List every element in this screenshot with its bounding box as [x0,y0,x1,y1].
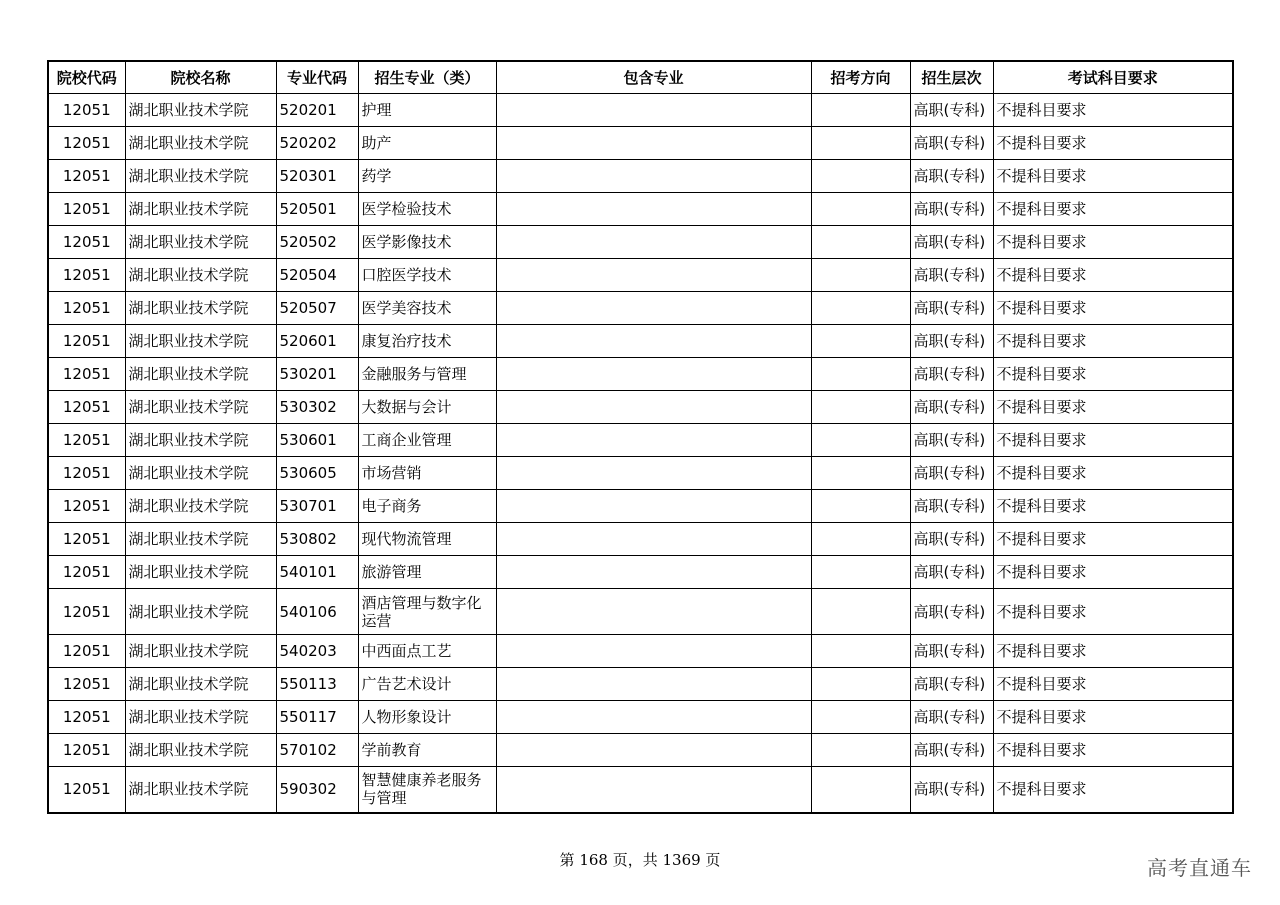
level-cell: 高职(专科) [910,391,993,424]
major-code-cell: 520601 [276,325,358,358]
school-name-cell: 湖北职业技术学院 [125,701,276,734]
direction-cell [811,734,910,767]
major-code-cell: 520201 [276,94,358,127]
header-major: 招生专业（类） [358,61,496,94]
table-row [48,193,1233,226]
subject-requirement-cell: 不提科目要求 [993,490,1233,523]
major-code-cell: 530605 [276,457,358,490]
subject-requirement-cell: 不提科目要求 [993,701,1233,734]
major-cell: 金融服务与管理 [358,358,496,391]
school-name-cell: 湖北职业技术学院 [125,94,276,127]
major-cell: 旅游管理 [358,556,496,589]
level-cell: 高职(专科) [910,457,993,490]
subject-requirement-cell: 不提科目要求 [993,767,1233,813]
direction-cell [811,490,910,523]
school-code-cell: 12051 [48,457,125,490]
direction-cell [811,160,910,193]
subject-requirement-cell: 不提科目要求 [993,457,1233,490]
table-row [48,226,1233,259]
major-cell: 市场营销 [358,457,496,490]
subject-requirement-cell: 不提科目要求 [993,226,1233,259]
direction-cell [811,127,910,160]
major-code-cell: 540203 [276,635,358,668]
school-name-cell: 湖北职业技术学院 [125,259,276,292]
included-majors-cell [496,457,811,490]
major-cell: 学前教育 [358,734,496,767]
major-cell: 医学美容技术 [358,292,496,325]
major-code-cell: 540106 [276,589,358,635]
major-code-cell: 540101 [276,556,358,589]
school-name-cell: 湖北职业技术学院 [125,292,276,325]
subject-requirement-cell: 不提科目要求 [993,556,1233,589]
major-code-cell: 530701 [276,490,358,523]
included-majors-cell [496,556,811,589]
major-code-cell: 590302 [276,767,358,813]
subject-requirement-cell: 不提科目要求 [993,160,1233,193]
direction-cell [811,635,910,668]
school-code-cell: 12051 [48,127,125,160]
school-name-cell: 湖北职业技术学院 [125,523,276,556]
major-cell: 医学影像技术 [358,226,496,259]
major-cell: 现代物流管理 [358,523,496,556]
school-name-cell: 湖北职业技术学院 [125,193,276,226]
included-majors-cell [496,94,811,127]
subject-requirement-cell: 不提科目要求 [993,635,1233,668]
included-majors-cell [496,668,811,701]
school-code-cell: 12051 [48,767,125,813]
level-cell: 高职(专科) [910,226,993,259]
direction-cell [811,424,910,457]
school-name-cell: 湖北职业技术学院 [125,668,276,701]
major-cell: 大数据与会计 [358,391,496,424]
major-cell: 护理 [358,94,496,127]
major-cell: 电子商务 [358,490,496,523]
major-cell: 药学 [358,160,496,193]
table-row [48,490,1233,523]
direction-cell [811,701,910,734]
major-cell: 智慧健康养老服务与管理 [358,767,496,813]
included-majors-cell [496,259,811,292]
school-name-cell: 湖北职业技术学院 [125,160,276,193]
school-code-cell: 12051 [48,226,125,259]
table-row [48,635,1233,668]
school-code-cell: 12051 [48,259,125,292]
direction-cell [811,292,910,325]
table-row [48,127,1233,160]
direction-cell [811,523,910,556]
school-code-cell: 12051 [48,160,125,193]
school-name-cell: 湖北职业技术学院 [125,325,276,358]
included-majors-cell [496,226,811,259]
included-majors-cell [496,767,811,813]
major-code-cell: 520501 [276,193,358,226]
school-code-cell: 12051 [48,424,125,457]
included-majors-cell [496,193,811,226]
level-cell: 高职(专科) [910,160,993,193]
major-cell: 医学检验技术 [358,193,496,226]
major-code-cell: 530601 [276,424,358,457]
major-code-cell: 520504 [276,259,358,292]
table-row [48,325,1233,358]
level-cell: 高职(专科) [910,556,993,589]
level-cell: 高职(专科) [910,767,993,813]
school-name-cell: 湖北职业技术学院 [125,734,276,767]
level-cell: 高职(专科) [910,635,993,668]
school-code-cell: 12051 [48,94,125,127]
direction-cell [811,668,910,701]
direction-cell [811,193,910,226]
table-row [48,523,1233,556]
direction-cell [811,391,910,424]
table-row [48,767,1233,813]
school-code-cell: 12051 [48,668,125,701]
subject-requirement-cell: 不提科目要求 [993,358,1233,391]
major-code-cell: 520502 [276,226,358,259]
subject-requirement-cell: 不提科目要求 [993,193,1233,226]
included-majors-cell [496,734,811,767]
table-row [48,424,1233,457]
school-name-cell: 湖北职业技术学院 [125,226,276,259]
admissions-table [47,60,1234,814]
school-name-cell: 湖北职业技术学院 [125,457,276,490]
level-cell: 高职(专科) [910,325,993,358]
level-cell: 高职(专科) [910,701,993,734]
header-included-majors: 包含专业 [496,61,811,94]
header-row [48,61,1233,94]
direction-cell [811,767,910,813]
school-name-cell: 湖北职业技术学院 [125,589,276,635]
school-code-cell: 12051 [48,589,125,635]
subject-requirement-cell: 不提科目要求 [993,668,1233,701]
major-code-cell: 530302 [276,391,358,424]
major-cell: 助产 [358,127,496,160]
included-majors-cell [496,589,811,635]
direction-cell [811,94,910,127]
page-number: 第 168 页，共 1369 页 [559,851,721,869]
included-majors-cell [496,490,811,523]
major-code-cell: 550117 [276,701,358,734]
table-row [48,358,1233,391]
header-subject-requirement: 考试科目要求 [993,61,1233,94]
school-code-cell: 12051 [48,193,125,226]
level-cell: 高职(专科) [910,259,993,292]
direction-cell [811,259,910,292]
school-name-cell: 湖北职业技术学院 [125,556,276,589]
included-majors-cell [496,635,811,668]
school-code-cell: 12051 [48,556,125,589]
included-majors-cell [496,292,811,325]
school-code-cell: 12051 [48,523,125,556]
level-cell: 高职(专科) [910,94,993,127]
major-code-cell: 520202 [276,127,358,160]
header-direction: 招考方向 [811,61,910,94]
school-code-cell: 12051 [48,391,125,424]
subject-requirement-cell: 不提科目要求 [993,94,1233,127]
school-name-cell: 湖北职业技术学院 [125,424,276,457]
major-code-cell: 520507 [276,292,358,325]
subject-requirement-cell: 不提科目要求 [993,424,1233,457]
subject-requirement-cell: 不提科目要求 [993,292,1233,325]
header-major-code: 专业代码 [276,61,358,94]
table-row [48,556,1233,589]
table-row [48,589,1233,635]
included-majors-cell [496,160,811,193]
school-code-cell: 12051 [48,701,125,734]
direction-cell [811,226,910,259]
school-code-cell: 12051 [48,734,125,767]
subject-requirement-cell: 不提科目要求 [993,259,1233,292]
level-cell: 高职(专科) [910,523,993,556]
subject-requirement-cell: 不提科目要求 [993,325,1233,358]
major-cell: 中西面点工艺 [358,635,496,668]
school-name-cell: 湖北职业技术学院 [125,635,276,668]
school-name-cell: 湖北职业技术学院 [125,767,276,813]
school-code-cell: 12051 [48,490,125,523]
table-row [48,160,1233,193]
direction-cell [811,556,910,589]
table-row [48,457,1233,490]
direction-cell [811,325,910,358]
major-code-cell: 520301 [276,160,358,193]
direction-cell [811,457,910,490]
school-code-cell: 12051 [48,635,125,668]
header-school-code: 院校代码 [48,61,125,94]
level-cell: 高职(专科) [910,734,993,767]
table-row [48,391,1233,424]
major-code-cell: 530802 [276,523,358,556]
major-code-cell: 570102 [276,734,358,767]
table-row [48,292,1233,325]
level-cell: 高职(专科) [910,127,993,160]
major-cell: 康复治疗技术 [358,325,496,358]
school-code-cell: 12051 [48,358,125,391]
table-row [48,668,1233,701]
header-level: 招生层次 [910,61,993,94]
table-row [48,259,1233,292]
major-cell: 口腔医学技术 [358,259,496,292]
level-cell: 高职(专科) [910,668,993,701]
school-name-cell: 湖北职业技术学院 [125,391,276,424]
level-cell: 高职(专科) [910,292,993,325]
school-code-cell: 12051 [48,325,125,358]
included-majors-cell [496,424,811,457]
included-majors-cell [496,325,811,358]
watermark: 高考直通车 [1147,856,1252,880]
major-code-cell: 550113 [276,668,358,701]
included-majors-cell [496,127,811,160]
direction-cell [811,358,910,391]
subject-requirement-cell: 不提科目要求 [993,589,1233,635]
level-cell: 高职(专科) [910,193,993,226]
level-cell: 高职(专科) [910,358,993,391]
included-majors-cell [496,701,811,734]
direction-cell [811,589,910,635]
subject-requirement-cell: 不提科目要求 [993,734,1233,767]
major-code-cell: 530201 [276,358,358,391]
header-school-name: 院校名称 [125,61,276,94]
school-name-cell: 湖北职业技术学院 [125,358,276,391]
included-majors-cell [496,391,811,424]
included-majors-cell [496,523,811,556]
major-cell: 酒店管理与数字化运营 [358,589,496,635]
table-row [48,734,1233,767]
table-body [48,94,1233,813]
level-cell: 高职(专科) [910,424,993,457]
included-majors-cell [496,358,811,391]
subject-requirement-cell: 不提科目要求 [993,391,1233,424]
level-cell: 高职(专科) [910,589,993,635]
subject-requirement-cell: 不提科目要求 [993,127,1233,160]
school-name-cell: 湖北职业技术学院 [125,127,276,160]
subject-requirement-cell: 不提科目要求 [993,523,1233,556]
school-name-cell: 湖北职业技术学院 [125,490,276,523]
table-row [48,701,1233,734]
school-code-cell: 12051 [48,292,125,325]
table-row [48,94,1233,127]
level-cell: 高职(专科) [910,490,993,523]
major-cell: 工商企业管理 [358,424,496,457]
major-cell: 人物形象设计 [358,701,496,734]
major-cell: 广告艺术设计 [358,668,496,701]
